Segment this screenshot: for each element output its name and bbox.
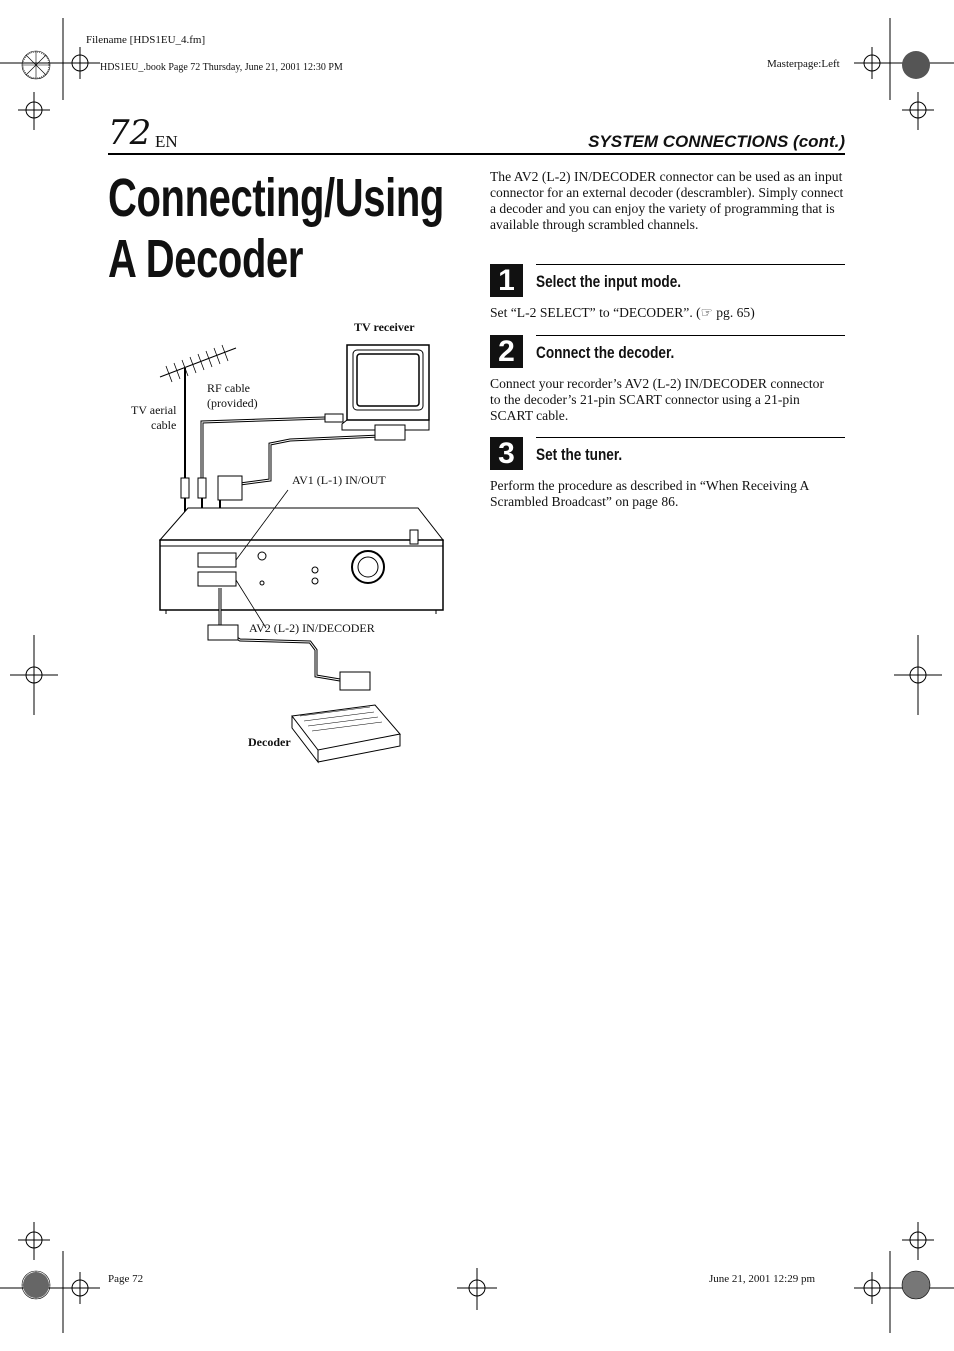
language-tag: EN xyxy=(155,132,178,151)
footer-date: June 21, 2001 12:29 pm xyxy=(709,1273,816,1285)
label-rf-provided: (provided) xyxy=(207,396,258,410)
step-number-3: 3 xyxy=(490,437,523,470)
intro-paragraph: The AV2 (L-2) IN/DECODER connector can be used as an input connector for an external decoder (descrambler). Simply connect a decoder and you can enjoy the variety of programming that is available through scrambled channels. xyxy=(490,169,844,232)
footer-page: Page 72 xyxy=(108,1273,144,1285)
step-title-3: Set the tuner. xyxy=(536,445,623,464)
step-number-2: 2 xyxy=(490,335,523,368)
step-number-1: 1 xyxy=(490,264,523,297)
masterpage-label: Masterpage:Left xyxy=(767,58,840,70)
label-av1: AV1 (L-1) IN/OUT xyxy=(292,473,386,487)
label-tv-receiver: TV receiver xyxy=(354,320,415,334)
step-title-2: Connect the decoder. xyxy=(536,343,675,362)
label-aerial-cable: cable xyxy=(151,418,177,432)
step-text-3: Perform the procedure as described in “When Receiving A Scrambled Broadcast” on page 86. xyxy=(490,478,809,509)
title-line-1: Connecting/Using xyxy=(108,168,444,228)
step-title-1: Select the input mode. xyxy=(536,272,682,291)
label-av2: AV2 (L-2) IN/DECODER xyxy=(249,621,375,635)
step-text-1: Set “L-2 SELECT” to “DECODER”. (☞ pg. 65) xyxy=(490,305,755,320)
label-decoder: Decoder xyxy=(248,735,291,749)
book-info: HDS1EU_.book Page 72 Thursday, June 21, 2001 12:30 PM xyxy=(100,62,343,73)
title-line-2: A Decoder xyxy=(108,229,304,289)
step-text-2: Connect your recorder’s AV2 (L-2) IN/DECODER connector to the decoder’s 21-pin SCART connector using a 21-pin SCART cable. xyxy=(490,376,824,423)
page-number: 72 xyxy=(108,113,152,153)
label-tv-aerial: TV aerial xyxy=(131,403,177,417)
section-title: SYSTEM CONNECTIONS (cont.) xyxy=(588,132,845,151)
vcr-icon xyxy=(160,508,443,614)
decoder-icon xyxy=(292,705,400,762)
tv-icon xyxy=(342,345,429,430)
label-rf-cable: RF cable xyxy=(207,381,250,395)
filename-label: Filename [HDS1EU_4.fm] xyxy=(86,34,206,46)
